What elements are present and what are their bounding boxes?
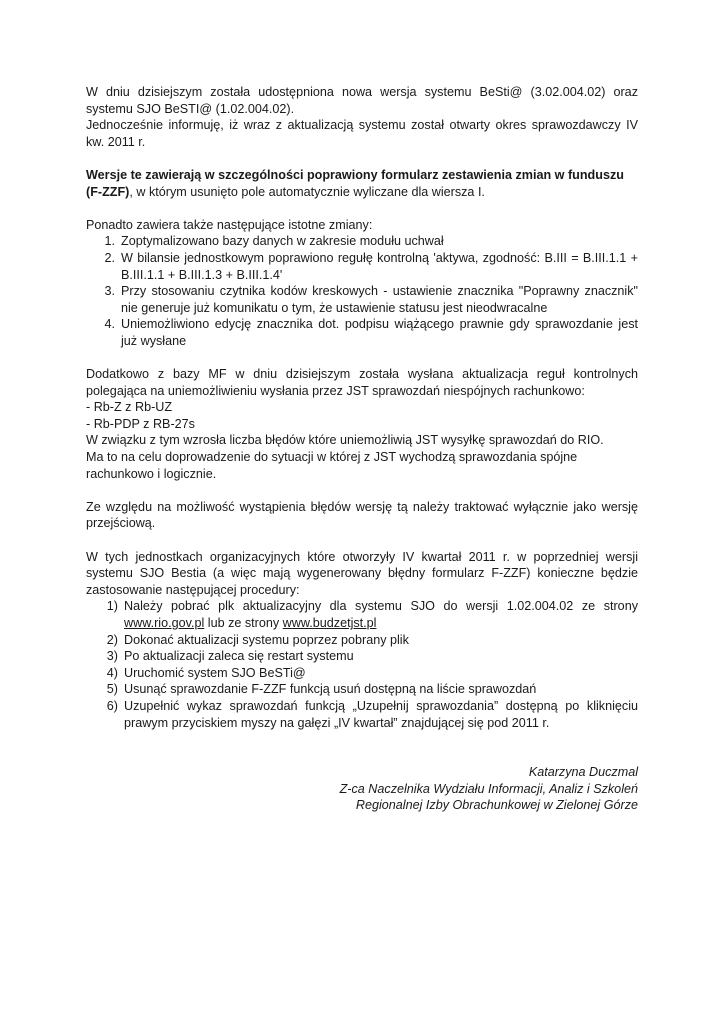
paragraph-control-rules xyxy=(86,366,638,482)
document-body xyxy=(86,84,638,814)
list-item: 1. Zoptymalizowano bazy danych w zakresie modułu uchwał xyxy=(104,234,444,249)
signature-org: Regionalnej Izby Obrachunkowej w Zielonej Górze xyxy=(355,798,638,813)
release-text: W dniu dzisiejszym została udostępniona nowa wersja systemu BeSti@ (3.02.004.02) oraz systemu SJO BeSTI@ (1.02.004.02). xyxy=(86,85,638,116)
rio-link[interactable]: www.rio.gov.pl xyxy=(124,616,205,630)
rule-rbpdp: - Rb-PDP z RB-27s xyxy=(86,416,195,431)
list-item: 4. Uniemożliwiono edycję znacznika dot. podpisu wiążącego prawnie gdy sprawozdanie jest już wysłane xyxy=(104,317,638,348)
list-item: 1) Należy pobrać plk aktualizacyjny dla systemu SJO do wersji 1.02.004.02 ze strony www.rio.gov.pl lub ze strony www.budzetjst.pl xyxy=(106,599,638,630)
budzetjst-link[interactable]: www.budzetjst.pl xyxy=(282,616,377,630)
period-text: Jednocześnie informuję, iż wraz z aktualizacją systemu został otwarty okres sprawozdawczy IV kw. 2011 r. xyxy=(86,118,638,149)
list-item: 2) Dokonać aktualizacji systemu poprzez pobrany plik xyxy=(106,632,409,647)
changes-intro: Ponadto zawiera także następujące istotne zmiany: xyxy=(86,217,373,232)
list-item: 4) Uruchomić system SJO BeSTi@ xyxy=(106,665,306,680)
fzzf-bold-text: Wersje te zawierają w szczególności poprawiony formularz zestawienia zmian w funduszu (F-ZZF) xyxy=(86,167,624,199)
paragraph-release xyxy=(86,84,638,150)
signature-title: Z-ca Naczelnika Wydziału Informacji, Analiz i Szkoleń xyxy=(339,781,638,796)
signature-block xyxy=(86,764,638,814)
paragraph-transitional: Ze względu na możliwość wystąpienia błędów wersję tą należy traktować wyłącznie jako wersję przejściową. xyxy=(86,499,638,531)
fzzf-rest-text: , w którym usunięto pole automatycznie wyliczane dla wiersza I. xyxy=(129,184,485,199)
procedure-intro: W tych jednostkach organizacyjnych które otworzyły IV kwartał 2011 r. w poprzedniej wersji systemu SJO Bestia (a więc mają wygenerowany błędny formularz F-ZZF) konieczne będzie zastosowanie następującej procedury: xyxy=(86,549,638,597)
goal-text: Ma to na celu doprowadzenie do sytuacji w której z JST wychodzą sprawozdania spójne rachunkowo i logicznie. xyxy=(86,450,578,481)
list-item: 5) Usunąć sprawozdanie F-ZZF funkcją usuń dostępną na liście sprawozdań xyxy=(106,682,537,697)
procedure-list xyxy=(86,598,638,731)
list-item: 2. W bilansie jednostkowym poprawiono regułę kontrolną 'aktywa, zgodność: B.III = B.III.1.1 + B.III.1.1 + B.III.1.3 + B.III.1.4' xyxy=(104,250,638,282)
list-item: 6) Uzupełnić wykaz sprawozdań funkcją „Uzupełnij sprawozdania” dostępną po kliknięciu prawym przyciskiem myszy na gałęzi „IV kwartał” znajdującej się pod 2011 r. xyxy=(106,698,638,730)
list-item: 3. Przy stosowaniu czytnika kodów kreskowych - ustawienie znacznika "Poprawny znacznik" nie generuje już komunikatu o tym, że ustawienie statusu jest nieodwracalne xyxy=(104,284,638,315)
signature-name: Katarzyna Duczmal xyxy=(528,765,638,780)
changes-list xyxy=(86,233,638,349)
paragraph-fzzf xyxy=(86,167,638,200)
rules-text: Dodatkowo z bazy MF w dniu dzisiejszym została wysłana aktualizacja reguł kontrolnych polegająca na uniemożliwieniu wysłania przez JST sprawozdań niespójnych rachunkowo: xyxy=(86,367,638,398)
errors-text: W związku z tym wzrosła liczba błędów które uniemożliwią JST wysyłkę sprawozdań do RIO. xyxy=(86,433,604,448)
rule-rbz: - Rb-Z z Rb-UZ xyxy=(86,400,173,415)
list-item: 3) Po aktualizacji zaleca się restart systemu xyxy=(106,649,354,664)
